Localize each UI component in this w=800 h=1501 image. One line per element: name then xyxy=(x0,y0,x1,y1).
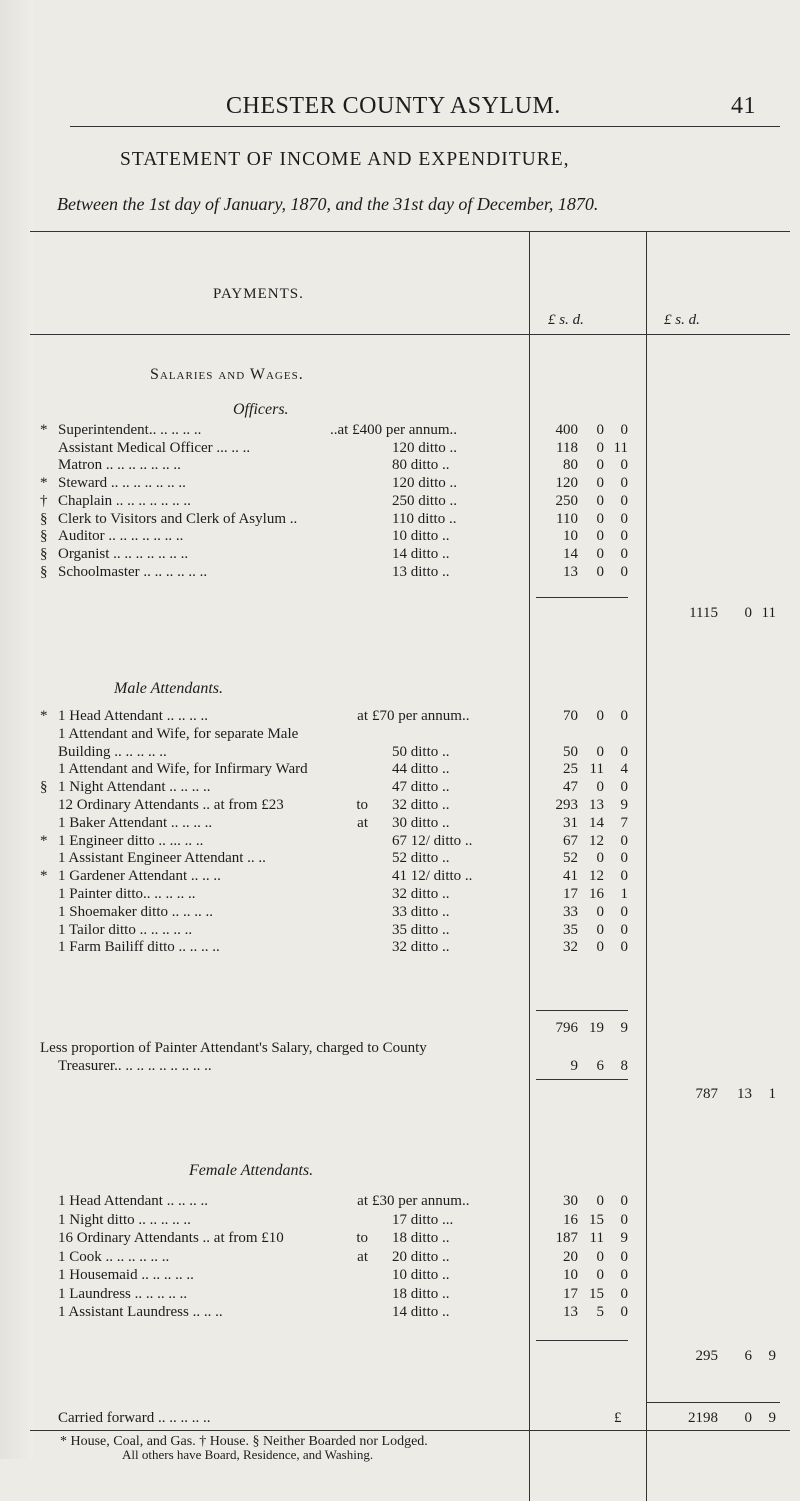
male-row xyxy=(0,779,800,797)
item-label: Schoolmaster .. .. .. .. .. .. xyxy=(58,563,208,580)
amount-pence: 0 xyxy=(620,492,628,509)
amount-shillings: 0 xyxy=(596,939,604,956)
amount-pence: 7 xyxy=(620,814,628,831)
amount-pence: 0 xyxy=(620,422,628,438)
table-bottom-rule xyxy=(30,1430,790,1431)
amount-pence: 9 xyxy=(620,797,628,813)
item-label: Matron .. .. .. .. .. .. .. xyxy=(58,457,181,474)
male-row xyxy=(0,815,800,833)
footnote-mark: * xyxy=(40,868,48,885)
male-subtotal-pence: 9 xyxy=(620,1020,628,1036)
amount-pounds: 52 xyxy=(563,850,578,867)
rate-text: 18 ditto .. xyxy=(392,1285,450,1302)
amount-shillings: 0 xyxy=(596,1193,604,1209)
less-proportion-row xyxy=(0,1058,800,1076)
amount-shillings: 12 xyxy=(589,868,604,885)
rate-text: 47 ditto .. xyxy=(392,779,450,796)
male-subtotal-row xyxy=(0,1020,800,1038)
rate-text: 32 ditto .. xyxy=(392,797,450,813)
item-label: 1 Head Attendant .. .. .. .. xyxy=(58,1193,208,1209)
footnote-mark: § xyxy=(40,563,48,580)
amount-pence: 0 xyxy=(620,939,628,956)
amount-pounds: 25 xyxy=(563,761,578,778)
rate-text: £30 per annum.. xyxy=(372,1193,470,1209)
running-header: CHESTER COUNTY ASYLUM. xyxy=(226,93,561,119)
rate-text: 18 ditto .. xyxy=(392,1230,450,1246)
amount-pounds: 50 xyxy=(563,743,578,760)
rate-connector: to xyxy=(356,1230,368,1246)
carried-currency: £ xyxy=(614,1410,622,1426)
amount-shillings: 0 xyxy=(596,850,604,867)
amount-pounds: 17 xyxy=(563,886,578,902)
amount-pence: 0 xyxy=(620,708,628,724)
less-pence: 8 xyxy=(620,1058,628,1074)
amount-pounds: 70 xyxy=(563,708,578,724)
item-label: 1 Attendant and Wife, for separate Male xyxy=(58,725,299,742)
officers-row xyxy=(0,528,800,546)
rate-text: 14 ditto .. xyxy=(392,545,450,562)
male-row xyxy=(0,797,800,815)
amount-shillings: 0 xyxy=(596,903,604,920)
item-label: Building .. .. .. .. .. xyxy=(58,743,167,760)
female-total-pounds: 295 xyxy=(695,1348,718,1364)
amount-shillings: 0 xyxy=(596,545,604,562)
page-number: 41 xyxy=(731,93,756,119)
female-total-shillings: 6 xyxy=(744,1348,752,1364)
amount-shillings: 0 xyxy=(596,475,604,492)
item-label: 1 Assistant Laundress .. .. .. xyxy=(58,1304,223,1320)
officers-total-pounds: 1115 xyxy=(689,605,718,621)
amount-pence: 0 xyxy=(620,1267,628,1283)
rate-text: 32 ditto .. xyxy=(392,886,450,902)
female-row xyxy=(0,1286,800,1304)
amount-shillings: 0 xyxy=(596,1248,604,1265)
rate-text: £70 per annum.. xyxy=(372,708,470,724)
item-label: 1 Night ditto .. .. .. .. .. xyxy=(58,1211,191,1228)
male-subtotal-shillings: 19 xyxy=(589,1020,604,1036)
amount-pounds: 20 xyxy=(563,1248,578,1265)
item-label: Auditor .. .. .. .. .. .. .. xyxy=(58,528,184,545)
amount-pence: 0 xyxy=(620,457,628,474)
rate-text: 10 ditto .. xyxy=(392,528,450,545)
amount-pence: 1 xyxy=(620,886,628,902)
rate-text: 20 ditto .. xyxy=(392,1248,450,1265)
male-total-pounds: 787 xyxy=(695,1086,718,1102)
officers-subtotal-rule xyxy=(536,597,628,598)
female-row xyxy=(0,1267,800,1285)
amount-pence: 0 xyxy=(620,779,628,796)
heading-officers: Officers. xyxy=(233,401,289,418)
amount-pence: 0 xyxy=(620,850,628,867)
payments-heading: PAYMENTS. xyxy=(213,286,304,302)
male-subtotal-pounds: 796 xyxy=(555,1020,578,1036)
item-label: 1 Engineer ditto .. ... .. .. xyxy=(58,832,204,849)
female-subtotal-rule xyxy=(536,1340,628,1341)
amount-pence: 0 xyxy=(620,475,628,492)
female-row xyxy=(0,1193,800,1211)
amount-pounds: 13 xyxy=(563,1304,578,1320)
item-label: 1 Attendant and Wife, for Infirmary Ward xyxy=(58,761,308,778)
footnote-mark: * xyxy=(40,475,48,492)
amount-pounds: 13 xyxy=(563,563,578,580)
rate-text: 120 ditto .. xyxy=(392,475,458,492)
amount-pounds: 67 xyxy=(563,832,578,849)
amount-pounds: 400 xyxy=(555,422,578,438)
header-rule xyxy=(70,126,780,127)
officers-total-row xyxy=(0,605,800,623)
footnote-mark: * xyxy=(40,422,48,438)
amount-pence: 11 xyxy=(613,439,628,456)
amount-shillings: 12 xyxy=(589,832,604,849)
male-row xyxy=(0,922,800,940)
amount-pence: 0 xyxy=(620,1248,628,1265)
amount-pence: 0 xyxy=(620,868,628,885)
officers-row xyxy=(0,475,800,493)
male-row xyxy=(0,886,800,904)
officers-row xyxy=(0,493,800,511)
amount-pence: 0 xyxy=(620,510,628,527)
item-label: Clerk to Visitors and Clerk of Asylum .. xyxy=(58,510,298,527)
amount-pounds: 10 xyxy=(563,528,578,545)
item-label: 1 Shoemaker ditto .. .. .. .. xyxy=(58,903,213,920)
footnote-mark: § xyxy=(40,545,48,562)
amount-pounds: 30 xyxy=(563,1193,578,1209)
carried-rule-top xyxy=(646,1402,780,1403)
item-label: 1 Night Attendant .. .. .. .. xyxy=(58,779,211,796)
amount-pence: 0 xyxy=(620,545,628,562)
officers-row xyxy=(0,422,800,440)
item-label: Chaplain .. .. .. .. .. .. .. xyxy=(58,492,191,509)
item-label: 1 Housemaid .. .. .. .. .. xyxy=(58,1267,194,1283)
item-label: 1 Baker Attendant .. .. .. .. xyxy=(58,814,213,831)
rate-connector: at xyxy=(357,1248,368,1265)
currency-header-left: £ s. d. xyxy=(548,312,584,328)
amount-shillings: 15 xyxy=(589,1285,604,1302)
officers-total-shillings: 0 xyxy=(744,605,752,621)
amount-pounds: 118 xyxy=(556,439,578,456)
footnote-mark: § xyxy=(40,528,48,545)
item-label: Superintendent.. .. .. .. .. xyxy=(58,422,202,438)
amount-pounds: 187 xyxy=(555,1230,578,1246)
amount-shillings: 13 xyxy=(589,797,604,813)
item-label: 1 Gardener Attendant .. .. .. xyxy=(58,868,221,885)
rate-connector: to xyxy=(356,797,368,813)
rate-text: 13 ditto .. xyxy=(392,563,450,580)
amount-pence: 0 xyxy=(620,1193,628,1209)
item-label: 12 Ordinary Attendants .. at from £23 xyxy=(58,797,284,813)
carried-shillings: 0 xyxy=(744,1410,752,1426)
item-label: Organist .. .. .. .. .. .. .. xyxy=(58,545,189,562)
rate-text: 250 ditto .. xyxy=(392,492,458,509)
rate-text: 67 12/ ditto .. xyxy=(392,832,473,849)
amount-pounds: 47 xyxy=(563,779,578,796)
rate-text: 120 ditto .. xyxy=(392,439,458,456)
amount-pounds: 120 xyxy=(555,475,578,492)
amount-shillings: 15 xyxy=(589,1211,604,1228)
amount-shillings: 0 xyxy=(596,743,604,760)
amount-shillings: 0 xyxy=(596,510,604,527)
female-row xyxy=(0,1304,800,1322)
item-label: 1 Head Attendant .. .. .. .. xyxy=(58,708,208,724)
amount-shillings: 0 xyxy=(596,1267,604,1283)
amount-pounds: 10 xyxy=(563,1267,578,1283)
less-shillings: 6 xyxy=(596,1058,604,1074)
less-proportion-label: Less proportion of Painter Attendant's Salary, charged to County xyxy=(40,1040,427,1056)
item-label: 1 Painter ditto.. .. .. .. .. xyxy=(58,886,196,902)
item-label: 1 Farm Bailiff ditto .. .. .. .. xyxy=(58,939,220,956)
male-subtotal-rule xyxy=(536,1010,628,1011)
rate-connector: at xyxy=(357,814,368,831)
amount-pounds: 41 xyxy=(563,868,578,885)
amount-shillings: 0 xyxy=(596,528,604,545)
footnote-mark: § xyxy=(40,510,48,527)
less-proportion-label-cont: Treasurer.. .. .. .. .. .. .. .. .. xyxy=(58,1058,212,1074)
footnote-mark: * xyxy=(40,832,48,849)
male-row xyxy=(0,726,800,744)
male-total-row xyxy=(0,1086,800,1104)
amount-shillings: 11 xyxy=(589,761,604,778)
section-salaries-wages: Salaries and Wages. xyxy=(150,366,304,383)
amount-shillings: 0 xyxy=(596,457,604,474)
rate-text: 30 ditto .. xyxy=(392,814,450,831)
less-pounds: 9 xyxy=(570,1058,578,1074)
statement-subtitle: Between the 1st day of January, 1870, and the 31st day of December, 1870. xyxy=(57,194,599,214)
item-label: 1 Laundress .. .. .. .. .. xyxy=(58,1285,188,1302)
item-label: Steward .. .. .. .. .. .. .. xyxy=(58,475,186,492)
male-row xyxy=(0,708,800,726)
heading-female-attendants: Female Attendants. xyxy=(189,1162,314,1179)
male-row xyxy=(0,744,800,762)
rate-text: 10 ditto .. xyxy=(392,1267,450,1283)
amount-shillings: 0 xyxy=(596,921,604,938)
amount-shillings: 0 xyxy=(596,439,604,456)
rate-text: 50 ditto .. xyxy=(392,743,450,760)
amount-pounds: 250 xyxy=(555,492,578,509)
item-label: 1 Tailor ditto .. .. .. .. .. xyxy=(58,921,193,938)
male-row xyxy=(0,939,800,957)
rate-text: 35 ditto .. xyxy=(392,921,450,938)
currency-header-right: £ s. d. xyxy=(664,312,700,328)
amount-shillings: 0 xyxy=(596,492,604,509)
rate-connector: at xyxy=(357,1193,368,1209)
rate-connector: at xyxy=(357,708,368,724)
amount-pounds: 110 xyxy=(556,510,578,527)
carried-forward-label: Carried forward .. .. .. .. .. xyxy=(58,1410,211,1426)
amount-pounds: 17 xyxy=(563,1285,578,1302)
female-total-pence: 9 xyxy=(768,1348,776,1364)
footnote-mark: * xyxy=(40,708,48,724)
female-total-row xyxy=(0,1348,800,1366)
amount-pounds: 32 xyxy=(563,939,578,956)
amount-pounds: 31 xyxy=(563,814,578,831)
officers-row xyxy=(0,564,800,582)
amount-shillings: 11 xyxy=(589,1230,604,1246)
officers-row xyxy=(0,457,800,475)
rate-text: ..at £400 per annum.. xyxy=(330,422,458,438)
rate-text: 80 ditto .. xyxy=(392,457,450,474)
amount-pence: 0 xyxy=(620,921,628,938)
amount-shillings: 0 xyxy=(596,779,604,796)
footnote-mark: † xyxy=(40,492,48,509)
male-row xyxy=(0,868,800,886)
item-label: 1 Assistant Engineer Attendant .. .. xyxy=(58,850,266,867)
amount-pounds: 35 xyxy=(563,921,578,938)
male-row xyxy=(0,833,800,851)
carried-pence: 9 xyxy=(768,1410,776,1426)
rate-text: 17 ditto ... xyxy=(392,1211,454,1228)
statement-title: STATEMENT OF INCOME AND EXPENDITURE, xyxy=(120,149,570,170)
amount-pence: 0 xyxy=(620,1211,628,1228)
officers-row xyxy=(0,546,800,564)
amount-pounds: 33 xyxy=(563,903,578,920)
officers-row xyxy=(0,440,800,458)
rate-text: 52 ditto .. xyxy=(392,850,450,867)
female-row xyxy=(0,1212,800,1230)
male-less-rule xyxy=(536,1079,628,1080)
officers-row xyxy=(0,511,800,529)
male-row xyxy=(0,761,800,779)
amount-shillings: 0 xyxy=(596,422,604,438)
female-row xyxy=(0,1249,800,1267)
footnote-board: All others have Board, Residence, and Washing. xyxy=(122,1447,374,1462)
footnote-mark: § xyxy=(40,779,48,796)
table-top-rule xyxy=(30,231,790,232)
item-label: Assistant Medical Officer ... .. .. xyxy=(58,439,251,456)
amount-shillings: 16 xyxy=(589,886,604,902)
item-label: 16 Ordinary Attendants .. at from £10 xyxy=(58,1230,284,1246)
amount-pounds: 293 xyxy=(555,797,578,813)
officers-total-pence: 11 xyxy=(761,605,776,621)
rate-text: 33 ditto .. xyxy=(392,903,450,920)
item-label: 1 Cook .. .. .. .. .. .. xyxy=(58,1248,170,1265)
amount-pence: 9 xyxy=(620,1230,628,1246)
carried-forward-row xyxy=(0,1410,800,1428)
footnote-symbols: * House, Coal, and Gas. † House. § Neither Boarded nor Lodged. xyxy=(60,1434,428,1449)
amount-shillings: 5 xyxy=(596,1304,604,1320)
rate-text: 32 ditto .. xyxy=(392,939,450,956)
amount-shillings: 14 xyxy=(589,814,604,831)
table-header-rule xyxy=(30,334,790,335)
male-total-pence: 1 xyxy=(768,1086,776,1102)
rate-text: 41 12/ ditto .. xyxy=(392,868,473,885)
rate-text: 44 ditto .. xyxy=(392,761,450,778)
amount-pounds: 80 xyxy=(563,457,578,474)
amount-pence: 4 xyxy=(620,761,628,778)
carried-pounds: 2198 xyxy=(688,1410,718,1426)
amount-shillings: 0 xyxy=(596,708,604,724)
rate-text: 110 ditto .. xyxy=(392,510,457,527)
amount-pence: 0 xyxy=(620,743,628,760)
amount-pence: 0 xyxy=(620,1285,628,1302)
heading-male-attendants: Male Attendants. xyxy=(114,680,224,697)
amount-pence: 0 xyxy=(620,903,628,920)
male-row xyxy=(0,850,800,868)
amount-pounds: 14 xyxy=(563,545,578,562)
amount-pence: 0 xyxy=(620,528,628,545)
amount-pence: 0 xyxy=(620,832,628,849)
rate-text: 14 ditto .. xyxy=(392,1304,450,1320)
amount-shillings: 0 xyxy=(596,563,604,580)
amount-pence: 0 xyxy=(620,1304,628,1320)
amount-pounds: 16 xyxy=(563,1211,578,1228)
female-row xyxy=(0,1230,800,1248)
amount-pence: 0 xyxy=(620,563,628,580)
male-total-shillings: 13 xyxy=(737,1086,752,1102)
male-row xyxy=(0,904,800,922)
